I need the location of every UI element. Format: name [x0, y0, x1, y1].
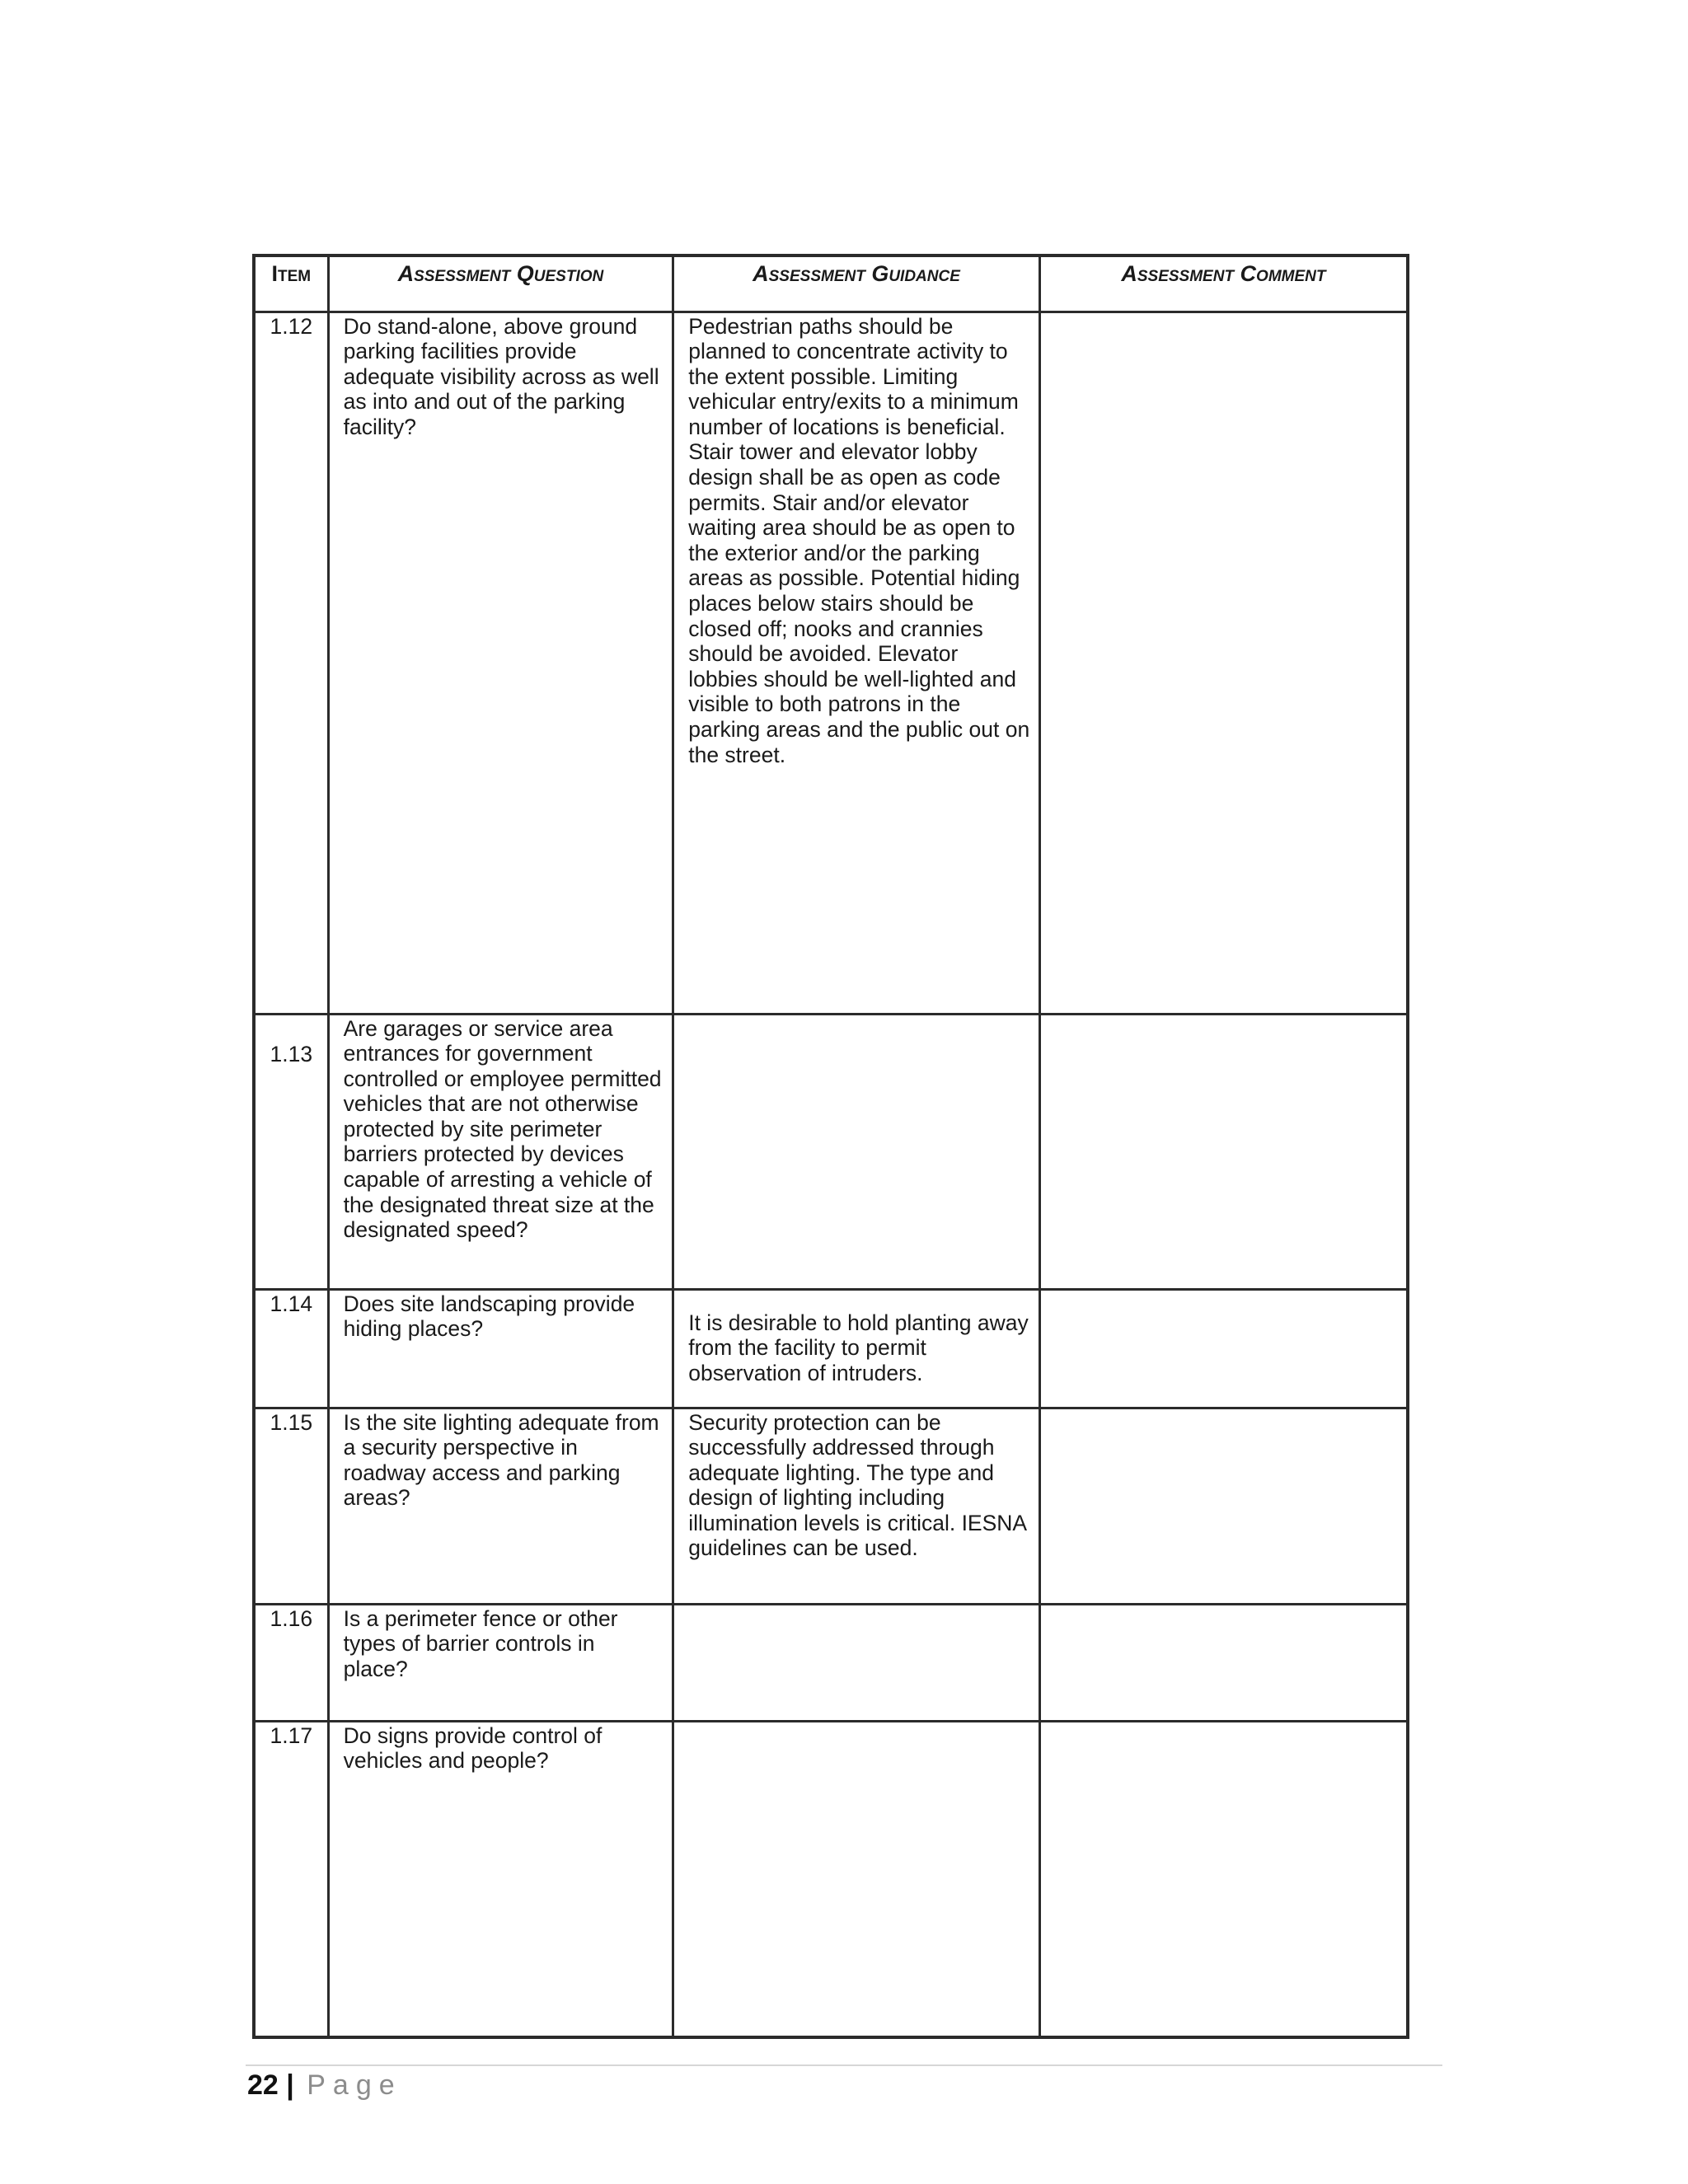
guidance-cell	[673, 1604, 1040, 1721]
guidance-cell	[673, 1408, 1040, 1604]
comment-cell[interactable]	[1039, 1721, 1408, 2037]
guidance-cell	[673, 1289, 1040, 1408]
question-cell	[328, 1408, 673, 1604]
guidance-text: Security protection can be successfully addressed through adequate lighting. The type and design of lighting including illumination levels is critical. IESNA guidelines can be used.	[688, 1409, 1026, 1561]
guidance-cell	[673, 312, 1040, 1014]
comment-cell[interactable]	[1039, 1408, 1408, 1604]
question-text: Is the site lighting adequate from a security perspective in roadway access and parking areas?	[343, 1409, 659, 1511]
page-label: Page	[307, 2069, 402, 2101]
assessment-table	[252, 254, 1409, 2039]
page-number: 22	[247, 2069, 279, 2101]
table-row	[254, 1408, 1408, 1604]
question-text: Is a perimeter fence or other types of barrier controls in place?	[343, 1605, 618, 1681]
item-number: 1.12	[254, 312, 328, 1014]
table-row	[254, 1604, 1408, 1721]
guidance-text: Pedestrian paths should be planned to concentrate activity to the extent possible. Limiting vehicular entry/exits to a minimum number of locations is beneficial. Stair tower and elevator lobby design shall be as open as code permits. Stair and/or elevator waiting area should be as open to the exterior and/or the parking areas as possible. Potential hiding places below stairs should be closed off; nooks and crannies should be avoided. Elevator lobbies should be well-lighted and visible to both patrons in the parking areas and the public out on the street.	[688, 313, 1030, 767]
question-text: Are garages or service area entrances for government controlled or employee permitted vehicles that are not otherwise protected by site perimeter barriers protected by devices capable of arresting a vehicle of the designated threat size at the designated speed?	[343, 1015, 662, 1243]
header-row	[254, 255, 1408, 312]
comment-cell[interactable]	[1039, 1014, 1408, 1289]
header-question: Assessment Question	[328, 255, 673, 312]
comment-cell[interactable]	[1039, 1289, 1408, 1408]
question-text: Does site landscaping provide hiding places?	[343, 1291, 635, 1342]
header-comment: Assessment Comment	[1039, 255, 1408, 312]
header-guidance: Assessment Guidance	[673, 255, 1040, 312]
footer-divider	[246, 2064, 1442, 2066]
page-separator: |	[286, 2069, 294, 2101]
item-number: 1.17	[254, 1721, 328, 2037]
table-body	[254, 312, 1408, 2037]
question-cell	[328, 312, 673, 1014]
table-header	[254, 255, 1408, 312]
question-cell	[328, 1289, 673, 1408]
table-row	[254, 312, 1408, 1014]
table-row	[254, 1721, 1408, 2037]
item-number: 1.15	[254, 1408, 328, 1604]
question-text: Do signs provide control of vehicles and people?	[343, 1722, 603, 1774]
item-number: 1.13	[254, 1014, 328, 1289]
question-cell	[328, 1014, 673, 1289]
header-item: Item	[254, 255, 328, 312]
guidance-cell	[673, 1014, 1040, 1289]
table-row	[254, 1014, 1408, 1289]
comment-cell[interactable]	[1039, 1604, 1408, 1721]
guidance-cell	[673, 1721, 1040, 2037]
item-number: 1.14	[254, 1289, 328, 1408]
comment-cell[interactable]	[1039, 312, 1408, 1014]
question-cell	[328, 1604, 673, 1721]
page-footer	[247, 2069, 402, 2102]
question-cell	[328, 1721, 673, 2037]
table-row	[254, 1289, 1408, 1408]
question-text: Do stand-alone, above ground parking facilities provide adequate visibility across as well as into and out of the parking facility?	[343, 313, 659, 439]
guidance-text: It is desirable to hold planting away from the facility to permit observation of intruders.	[688, 1310, 1029, 1385]
item-number: 1.16	[254, 1604, 328, 1721]
